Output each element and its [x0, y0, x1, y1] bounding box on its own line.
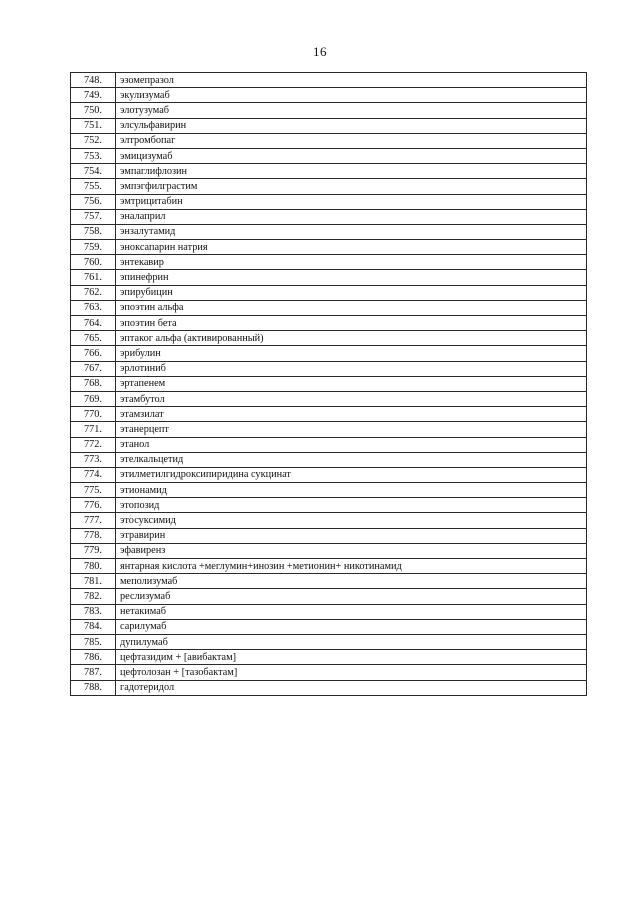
- drug-name-cell: эптаког альфа (активированный): [116, 331, 587, 346]
- row-number-cell: 779.: [71, 543, 116, 558]
- row-number-cell: 783.: [71, 604, 116, 619]
- row-number-cell: 767.: [71, 361, 116, 376]
- drug-name-cell: дупилумаб: [116, 634, 587, 649]
- row-number-cell: 764.: [71, 316, 116, 331]
- drug-name-cell: этанол: [116, 437, 587, 452]
- drug-name-cell: эналаприл: [116, 209, 587, 224]
- drug-name-cell: этамбутол: [116, 391, 587, 406]
- drug-name-cell: этравирин: [116, 528, 587, 543]
- row-number-cell: 760.: [71, 255, 116, 270]
- table-row: [71, 118, 587, 133]
- drug-name-cell: элотузумаб: [116, 103, 587, 118]
- drug-name-cell: элсульфавирин: [116, 118, 587, 133]
- table-row: [71, 452, 587, 467]
- drug-name-cell: эзомепразол: [116, 73, 587, 88]
- row-number-cell: 784.: [71, 619, 116, 634]
- row-number-cell: 785.: [71, 634, 116, 649]
- row-number-cell: 754.: [71, 164, 116, 179]
- drug-name-cell: энзалутамид: [116, 224, 587, 239]
- table-body: [71, 73, 587, 696]
- row-number-cell: 773.: [71, 452, 116, 467]
- row-number-cell: 787.: [71, 665, 116, 680]
- drug-name-cell: элтромбопаг: [116, 133, 587, 148]
- drug-name-cell: этамзилат: [116, 407, 587, 422]
- row-number-cell: 769.: [71, 391, 116, 406]
- drug-name-cell: эпинефрин: [116, 270, 587, 285]
- row-number-cell: 774.: [71, 467, 116, 482]
- table-row: [71, 255, 587, 270]
- row-number-cell: 762.: [71, 285, 116, 300]
- row-number-cell: 749.: [71, 88, 116, 103]
- row-number-cell: 771.: [71, 422, 116, 437]
- row-number-cell: 752.: [71, 133, 116, 148]
- table-row: [71, 437, 587, 452]
- row-number-cell: 768.: [71, 376, 116, 391]
- table-row: [71, 650, 587, 665]
- drug-name-cell: нетакимаб: [116, 604, 587, 619]
- table-row: [71, 270, 587, 285]
- table-row: [71, 209, 587, 224]
- table-row: [71, 391, 587, 406]
- table-row: [71, 285, 587, 300]
- table-row: [71, 240, 587, 255]
- drug-name-cell: меполизумаб: [116, 574, 587, 589]
- row-number-cell: 775.: [71, 483, 116, 498]
- drug-name-cell: этионамид: [116, 483, 587, 498]
- drug-name-cell: реслизумаб: [116, 589, 587, 604]
- row-number-cell: 770.: [71, 407, 116, 422]
- drug-name-cell: эрибулин: [116, 346, 587, 361]
- table-row: [71, 331, 587, 346]
- drug-name-cell: энтекавир: [116, 255, 587, 270]
- drug-name-cell: эноксапарин натрия: [116, 240, 587, 255]
- table-row: [71, 589, 587, 604]
- row-number-cell: 756.: [71, 194, 116, 209]
- table-row: [71, 73, 587, 88]
- drug-name-cell: эфавиренз: [116, 543, 587, 558]
- table-row: [71, 634, 587, 649]
- drug-name-cell: этанерцепт: [116, 422, 587, 437]
- table-row: [71, 316, 587, 331]
- row-number-cell: 782.: [71, 589, 116, 604]
- table-row: [71, 680, 587, 695]
- table-row: [71, 179, 587, 194]
- table-row: [71, 422, 587, 437]
- drug-list-table: [70, 72, 587, 696]
- row-number-cell: 763.: [71, 300, 116, 315]
- row-number-cell: 780.: [71, 559, 116, 574]
- row-number-cell: 753.: [71, 148, 116, 163]
- table-row: [71, 483, 587, 498]
- drug-name-cell: гадотеридол: [116, 680, 587, 695]
- drug-name-cell: эрлотиниб: [116, 361, 587, 376]
- row-number-cell: 772.: [71, 437, 116, 452]
- drug-name-cell: эмицизумаб: [116, 148, 587, 163]
- table-row: [71, 407, 587, 422]
- table-row: [71, 224, 587, 239]
- table-row: [71, 88, 587, 103]
- row-number-cell: 748.: [71, 73, 116, 88]
- row-number-cell: 777.: [71, 513, 116, 528]
- table-row: [71, 300, 587, 315]
- row-number-cell: 781.: [71, 574, 116, 589]
- drug-name-cell: эмпэгфилграстим: [116, 179, 587, 194]
- table-row: [71, 467, 587, 482]
- row-number-cell: 766.: [71, 346, 116, 361]
- drug-name-cell: этосуксимид: [116, 513, 587, 528]
- drug-name-cell: эмпаглифлозин: [116, 164, 587, 179]
- table-row: [71, 194, 587, 209]
- drug-name-cell: этилметилгидроксипиридина сукцинат: [116, 467, 587, 482]
- row-number-cell: 788.: [71, 680, 116, 695]
- drug-name-cell: этелкальцетид: [116, 452, 587, 467]
- row-number-cell: 750.: [71, 103, 116, 118]
- drug-name-cell: сарилумаб: [116, 619, 587, 634]
- row-number-cell: 761.: [71, 270, 116, 285]
- row-number-cell: 776.: [71, 498, 116, 513]
- row-number-cell: 757.: [71, 209, 116, 224]
- table-row: [71, 543, 587, 558]
- row-number-cell: 751.: [71, 118, 116, 133]
- page-number: 16: [313, 44, 327, 59]
- table-row: [71, 604, 587, 619]
- drug-name-cell: экулизумаб: [116, 88, 587, 103]
- table-row: [71, 103, 587, 118]
- row-number-cell: 765.: [71, 331, 116, 346]
- row-number-cell: 759.: [71, 240, 116, 255]
- drug-name-cell: цефтолозан + [тазобактам]: [116, 665, 587, 680]
- drug-name-cell: эпоэтин альфа: [116, 300, 587, 315]
- row-number-cell: 786.: [71, 650, 116, 665]
- table-row: [71, 346, 587, 361]
- table-row: [71, 665, 587, 680]
- row-number-cell: 755.: [71, 179, 116, 194]
- table-row: [71, 559, 587, 574]
- table-row: [71, 376, 587, 391]
- drug-name-cell: эпирубицин: [116, 285, 587, 300]
- drug-name-cell: эмтрицитабин: [116, 194, 587, 209]
- table-row: [71, 133, 587, 148]
- drug-name-cell: эпоэтин бета: [116, 316, 587, 331]
- table-row: [71, 574, 587, 589]
- drug-name-cell: эртапенем: [116, 376, 587, 391]
- table-row: [71, 361, 587, 376]
- table-row: [71, 619, 587, 634]
- drug-name-cell: янтарная кислота +меглумин+инозин +метионин+ никотинамид: [116, 559, 587, 574]
- table-row: [71, 498, 587, 513]
- table-row: [71, 148, 587, 163]
- drug-name-cell: этопозид: [116, 498, 587, 513]
- row-number-cell: 758.: [71, 224, 116, 239]
- row-number-cell: 778.: [71, 528, 116, 543]
- drug-name-cell: цефтазидим + [авибактам]: [116, 650, 587, 665]
- table-row: [71, 164, 587, 179]
- table-row: [71, 513, 587, 528]
- table-row: [71, 528, 587, 543]
